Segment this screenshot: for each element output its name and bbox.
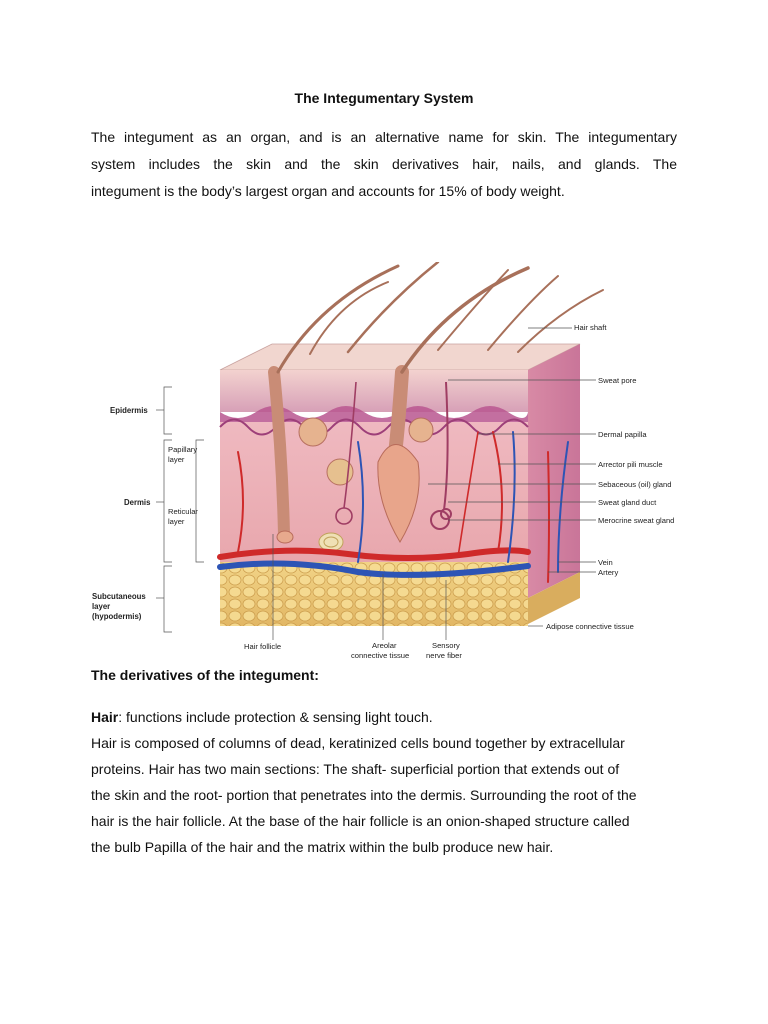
dermis-layer <box>220 422 528 562</box>
hair-word: include <box>185 709 231 725</box>
label-areolar-2: connective tissue <box>351 651 410 660</box>
hair-line: the bulb Papilla of the hair and the matrix within the bulb produce new hair. <box>91 839 554 855</box>
label-sweat-gland-duct: Sweat gland duct <box>598 498 657 507</box>
right-side-face <box>528 344 580 598</box>
label-artery: Artery <box>598 568 619 577</box>
label-subcutaneous-2: layer <box>92 602 111 611</box>
hair-word: touch. <box>394 709 433 725</box>
hair-paragraph <box>91 704 677 860</box>
label-sweat-pore: Sweat pore <box>598 376 637 385</box>
label-sebaceous-gland: Sebaceous (oil) gland <box>598 480 672 489</box>
label-papillary-layer-2: layer <box>168 455 185 464</box>
skin-diagram <box>88 262 700 662</box>
intro-line: The integument as an organ, and is an alternative name for skin. The integumentary <box>91 129 677 145</box>
hair-word: protection <box>234 709 296 725</box>
label-sensory-2: nerve fiber <box>426 651 462 660</box>
label-dermal-papilla: Dermal papilla <box>598 430 647 439</box>
label-epidermis: Epidermis <box>110 406 148 415</box>
label-sensory: Sensory <box>432 641 460 650</box>
skin-cross-section-illustration <box>88 262 700 662</box>
hair-first-word <box>91 709 182 725</box>
hair-first-line <box>91 704 677 730</box>
label-merocrine-sweat-gland: Merocrine sweat gland <box>598 516 675 525</box>
hair-line: hair is the hair follicle. At the base of the hair follicle is an onion-shaped structure called <box>91 813 630 829</box>
document-title: The Integumentary System <box>294 90 474 106</box>
intro-line: integument is the body’s largest organ and accounts for 15% of body weight. <box>91 183 565 199</box>
hair-word: light <box>364 709 391 725</box>
hair-line: proteins. Hair has two main sections: The shaft- superficial portion that extends out of <box>91 761 620 777</box>
derivatives-heading: The derivatives of the integument: <box>91 667 319 683</box>
label-vein: Vein <box>598 558 613 567</box>
intro-paragraph <box>91 124 677 205</box>
hair-line: Hair is composed of columns of dead, keratinized cells bound together by extracellular <box>91 735 625 751</box>
label-adipose: Adipose connective tissue <box>546 622 634 631</box>
label-dermis: Dermis <box>124 498 151 507</box>
hair-term: Hair <box>91 709 119 725</box>
label-arrector-pili: Arrector pili muscle <box>598 460 663 469</box>
hair-line: the skin and the root- portion that penetrates into the dermis. Surrounding the root of the <box>91 787 637 803</box>
label-reticular-layer: Reticular <box>168 507 198 516</box>
label-areolar: Areolar <box>372 641 397 650</box>
hair-word: : functions <box>118 709 183 725</box>
hair-word: & <box>299 709 309 725</box>
label-reticular-layer-2: layer <box>168 517 185 526</box>
label-papillary-layer: Papillary <box>168 445 198 454</box>
epidermis-layer <box>220 370 528 412</box>
label-hypodermis: (hypodermis) <box>92 612 142 621</box>
intro-line: system includes the skin and the skin derivatives hair, nails, and glands. The <box>91 156 677 172</box>
label-hair-follicle: Hair follicle <box>244 642 282 651</box>
hair-word: sensing <box>312 709 362 725</box>
label-subcutaneous: Subcutaneous <box>92 592 146 601</box>
label-hair-shaft: Hair shaft <box>574 323 607 332</box>
sebaceous-gland <box>409 418 433 442</box>
